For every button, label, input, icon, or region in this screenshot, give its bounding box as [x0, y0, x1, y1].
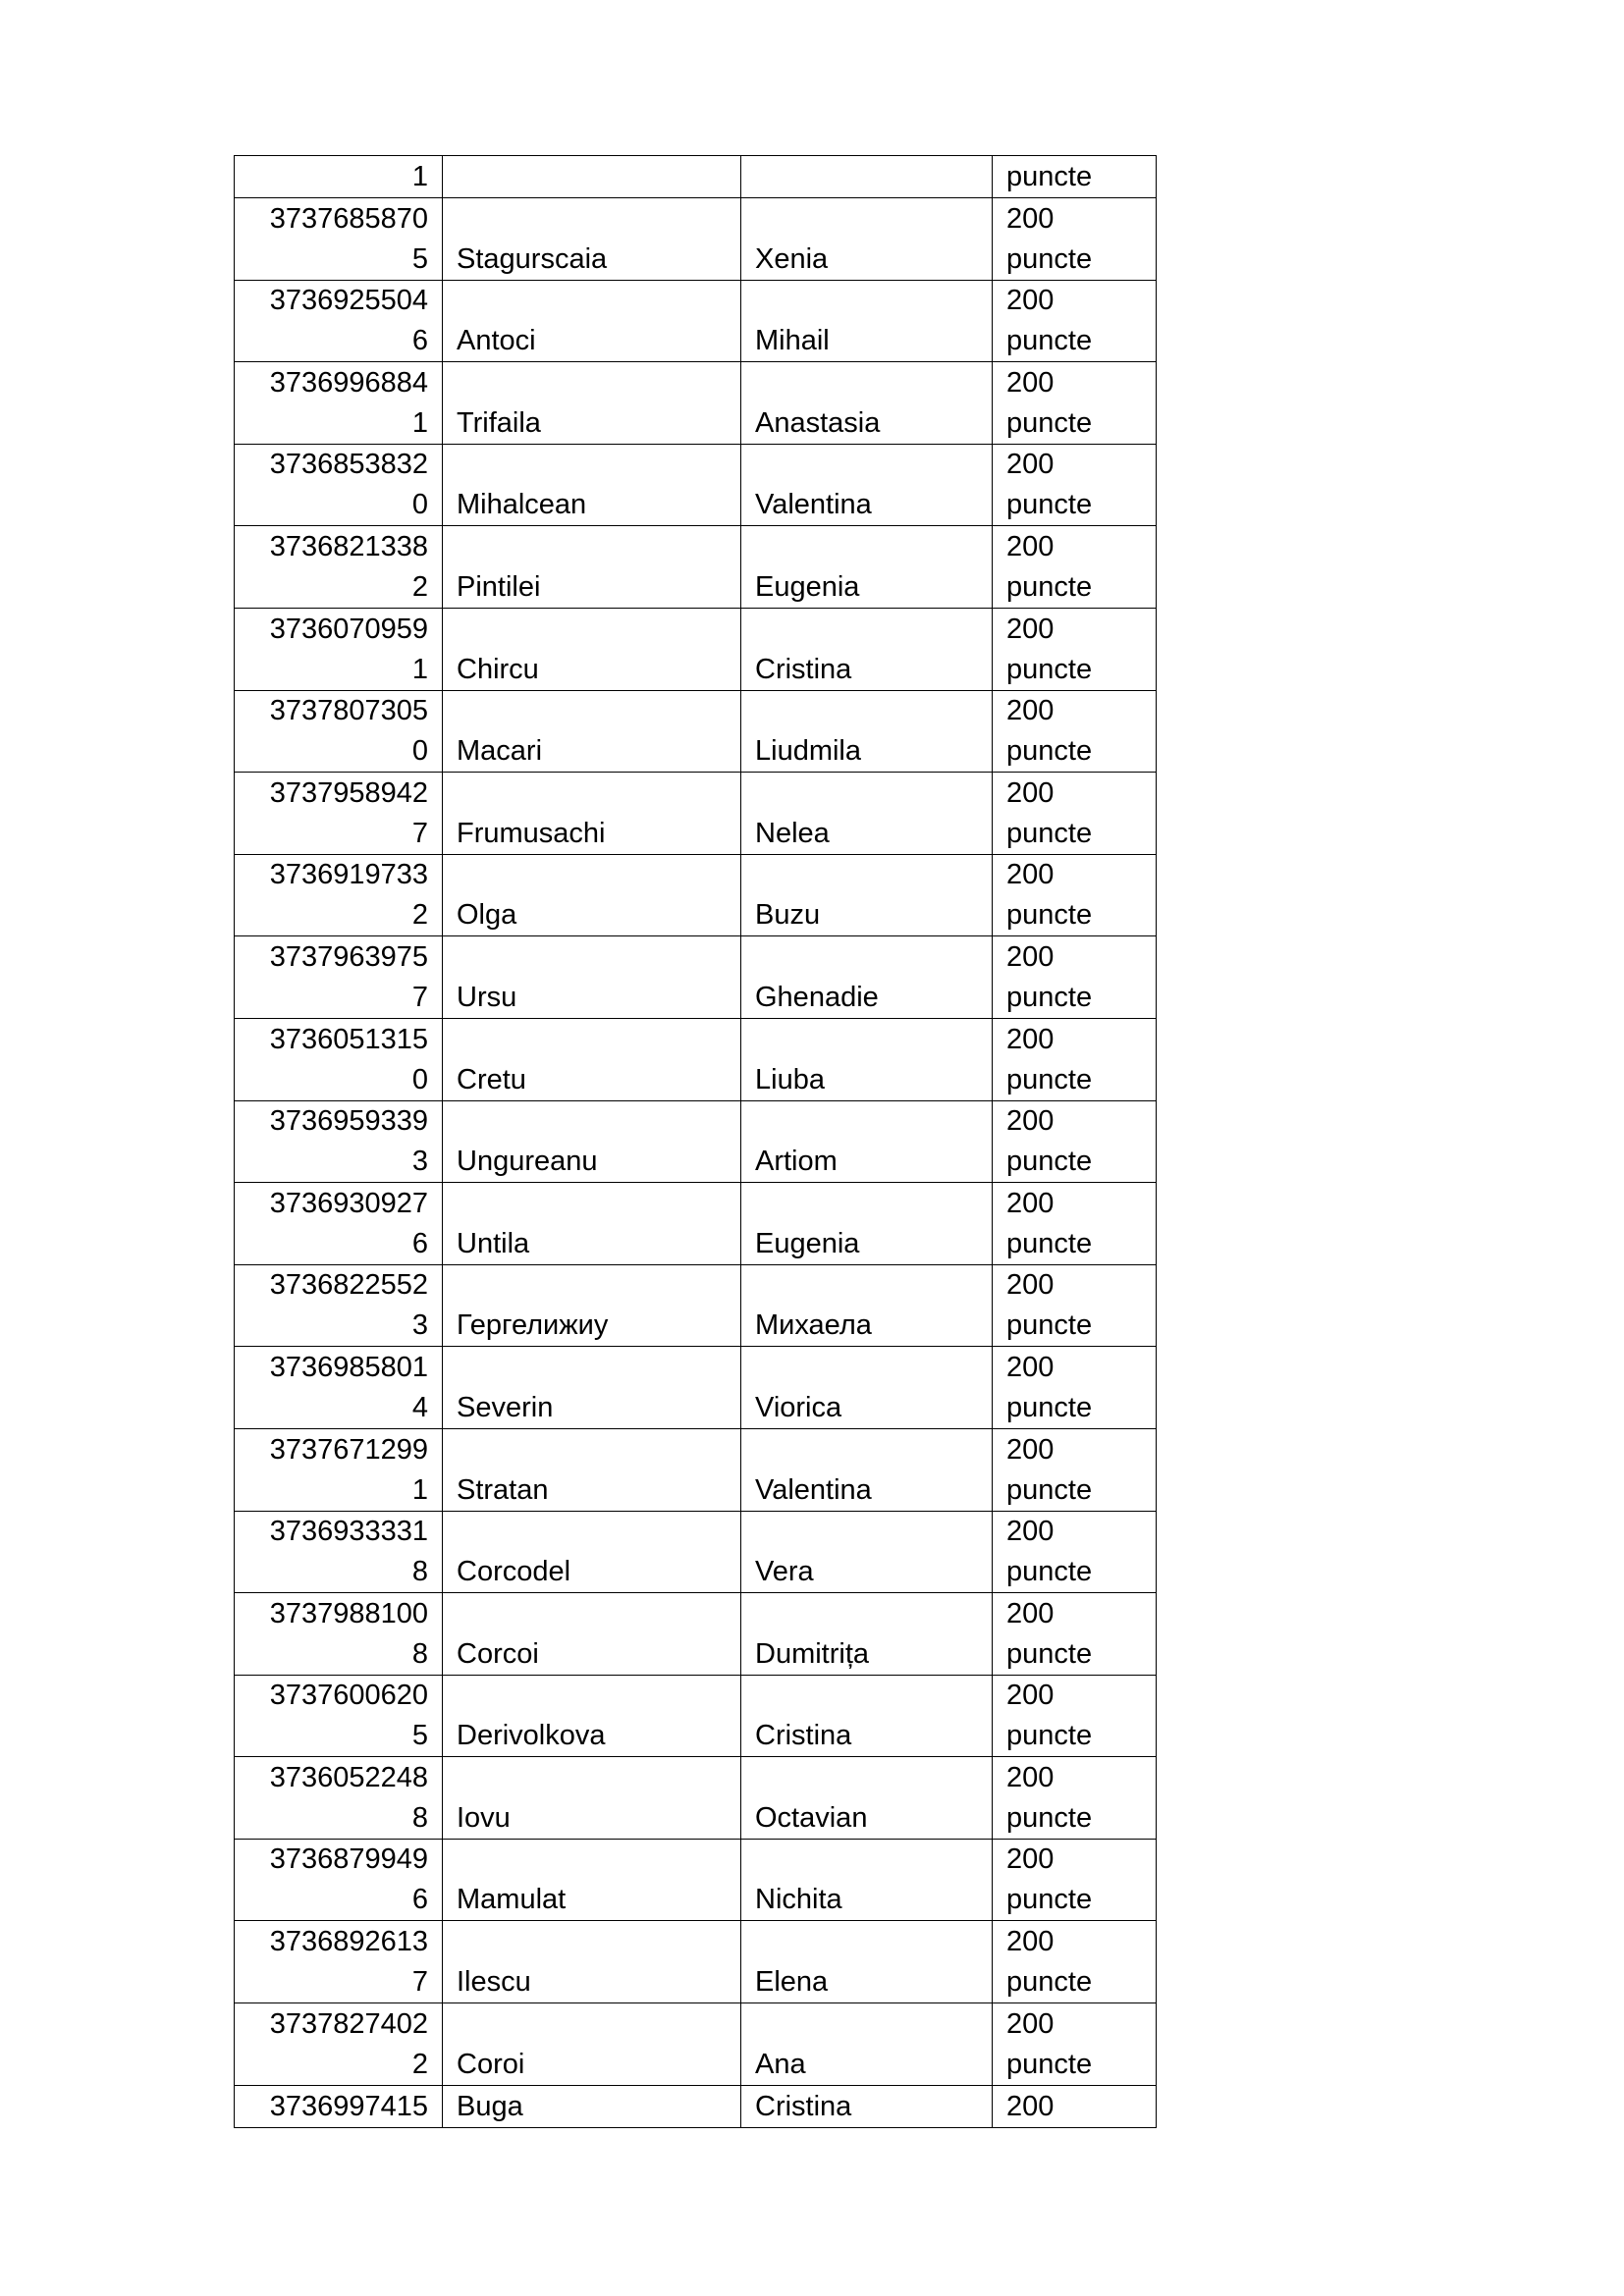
last-name-cell: Corcodel — [443, 1511, 741, 1593]
last-name-cell — [443, 156, 741, 198]
points-cell: 200 puncte — [993, 936, 1157, 1019]
table-row — [235, 2085, 1157, 2127]
phone-cell: 3736933331 8 — [235, 1511, 443, 1593]
last-name-cell: Antoci — [443, 280, 741, 362]
phone-cell: 3736052248 8 — [235, 1757, 443, 1840]
last-name-cell: Severin — [443, 1347, 741, 1429]
last-name-cell: Buga — [443, 2085, 741, 2127]
last-name-cell: Olga — [443, 854, 741, 936]
table-row — [235, 280, 1157, 362]
phone-cell: 3737988100 8 — [235, 1593, 443, 1676]
points-cell: 200 puncte — [993, 362, 1157, 445]
table-row — [235, 1757, 1157, 1840]
first-name-cell: Dumitrița — [741, 1593, 993, 1676]
phone-cell: 3737963975 7 — [235, 936, 443, 1019]
last-name-cell: Coroi — [443, 2003, 741, 2086]
first-name-cell: Nichita — [741, 1839, 993, 1921]
points-cell: puncte — [993, 156, 1157, 198]
first-name-cell: Cristina — [741, 608, 993, 690]
first-name-cell — [741, 156, 993, 198]
first-name-cell: Vera — [741, 1511, 993, 1593]
points-cell: 200 puncte — [993, 1593, 1157, 1676]
last-name-cell: Frumusachi — [443, 773, 741, 855]
phone-cell: 1 — [235, 156, 443, 198]
points-cell: 200 puncte — [993, 1757, 1157, 1840]
first-name-cell: Viorica — [741, 1347, 993, 1429]
last-name-cell: Ungureanu — [443, 1100, 741, 1183]
points-cell: 200 puncte — [993, 1511, 1157, 1593]
points-cell: 200 puncte — [993, 198, 1157, 281]
table-row — [235, 1100, 1157, 1183]
phone-cell: 3736919733 2 — [235, 854, 443, 936]
last-name-cell: Ilescu — [443, 1921, 741, 2003]
points-cell: 200 puncte — [993, 1675, 1157, 1757]
first-name-cell: Valentina — [741, 444, 993, 526]
points-cell: 200 puncte — [993, 1183, 1157, 1265]
first-name-cell: Cristina — [741, 1675, 993, 1757]
phone-cell: 3736925504 6 — [235, 280, 443, 362]
points-cell: 200 puncte — [993, 1347, 1157, 1429]
points-cell: 200 puncte — [993, 690, 1157, 773]
phone-cell: 3736959339 3 — [235, 1100, 443, 1183]
first-name-cell: Octavian — [741, 1757, 993, 1840]
table-row — [235, 1839, 1157, 1921]
phone-cell: 3736892613 7 — [235, 1921, 443, 2003]
phone-cell: 3736996884 1 — [235, 362, 443, 445]
points-cell: 200 puncte — [993, 526, 1157, 609]
phone-cell: 3736879949 6 — [235, 1839, 443, 1921]
first-name-cell: Liudmila — [741, 690, 993, 773]
last-name-cell: Cretu — [443, 1018, 741, 1100]
last-name-cell: Stagurscaia — [443, 198, 741, 281]
table-row — [235, 1675, 1157, 1757]
points-cell: 200 puncte — [993, 444, 1157, 526]
table-row — [235, 1511, 1157, 1593]
first-name-cell: Ana — [741, 2003, 993, 2086]
phone-cell: 3736051315 0 — [235, 1018, 443, 1100]
points-cell: 200 puncte — [993, 1100, 1157, 1183]
phone-cell: 3736997415 — [235, 2085, 443, 2127]
table-body — [235, 156, 1157, 2128]
table-row — [235, 1428, 1157, 1511]
phone-cell: 3736070959 1 — [235, 608, 443, 690]
phone-cell: 3737958942 7 — [235, 773, 443, 855]
points-cell: 200 puncte — [993, 1264, 1157, 1347]
first-name-cell: Liuba — [741, 1018, 993, 1100]
table-row — [235, 1921, 1157, 2003]
table-row — [235, 936, 1157, 1019]
first-name-cell: Михаела — [741, 1264, 993, 1347]
first-name-cell: Nelea — [741, 773, 993, 855]
first-name-cell: Cristina — [741, 2085, 993, 2127]
table-row — [235, 690, 1157, 773]
phone-cell: 3737600620 5 — [235, 1675, 443, 1757]
last-name-cell: Ursu — [443, 936, 741, 1019]
first-name-cell: Eugenia — [741, 1183, 993, 1265]
points-cell: 200 puncte — [993, 1839, 1157, 1921]
table-row — [235, 1183, 1157, 1265]
first-name-cell: Valentina — [741, 1428, 993, 1511]
first-name-cell: Mihail — [741, 280, 993, 362]
last-name-cell: Mamulat — [443, 1839, 741, 1921]
table-row — [235, 1018, 1157, 1100]
table-row — [235, 1264, 1157, 1347]
table-row — [235, 1593, 1157, 1676]
table-row — [235, 362, 1157, 445]
points-cell: 200 puncte — [993, 773, 1157, 855]
last-name-cell: Stratan — [443, 1428, 741, 1511]
phone-cell: 3736985801 4 — [235, 1347, 443, 1429]
points-cell: 200 puncte — [993, 280, 1157, 362]
last-name-cell: Pintilei — [443, 526, 741, 609]
table-row — [235, 1347, 1157, 1429]
phone-cell: 3736822552 3 — [235, 1264, 443, 1347]
table-row — [235, 2003, 1157, 2086]
first-name-cell: Anastasia — [741, 362, 993, 445]
last-name-cell: Corcoi — [443, 1593, 741, 1676]
first-name-cell: Xenia — [741, 198, 993, 281]
first-name-cell: Eugenia — [741, 526, 993, 609]
first-name-cell: Elena — [741, 1921, 993, 2003]
last-name-cell: Untila — [443, 1183, 741, 1265]
table-row — [235, 198, 1157, 281]
last-name-cell: Trifaila — [443, 362, 741, 445]
phone-cell: 3737685870 5 — [235, 198, 443, 281]
points-cell: 200 puncte — [993, 608, 1157, 690]
last-name-cell: Гергелижиу — [443, 1264, 741, 1347]
first-name-cell: Buzu — [741, 854, 993, 936]
points-cell: 200 puncte — [993, 854, 1157, 936]
phone-cell: 3736821338 2 — [235, 526, 443, 609]
table-row — [235, 773, 1157, 855]
phone-cell: 3736930927 6 — [235, 1183, 443, 1265]
last-name-cell: Chircu — [443, 608, 741, 690]
participants-table — [234, 155, 1157, 2128]
phone-cell: 3737671299 1 — [235, 1428, 443, 1511]
last-name-cell: Mihalcean — [443, 444, 741, 526]
table-row — [235, 526, 1157, 609]
points-cell: 200 puncte — [993, 1428, 1157, 1511]
phone-cell: 3736853832 0 — [235, 444, 443, 526]
points-cell: 200 puncte — [993, 2003, 1157, 2086]
last-name-cell: Iovu — [443, 1757, 741, 1840]
first-name-cell: Artiom — [741, 1100, 993, 1183]
last-name-cell: Macari — [443, 690, 741, 773]
points-cell: 200 puncte — [993, 1018, 1157, 1100]
last-name-cell: Derivolkova — [443, 1675, 741, 1757]
table-row — [235, 608, 1157, 690]
points-cell: 200 — [993, 2085, 1157, 2127]
points-cell: 200 puncte — [993, 1921, 1157, 2003]
table-row — [235, 156, 1157, 198]
first-name-cell: Ghenadie — [741, 936, 993, 1019]
phone-cell: 3737827402 2 — [235, 2003, 443, 2086]
table-row — [235, 854, 1157, 936]
table-row — [235, 444, 1157, 526]
phone-cell: 3737807305 0 — [235, 690, 443, 773]
